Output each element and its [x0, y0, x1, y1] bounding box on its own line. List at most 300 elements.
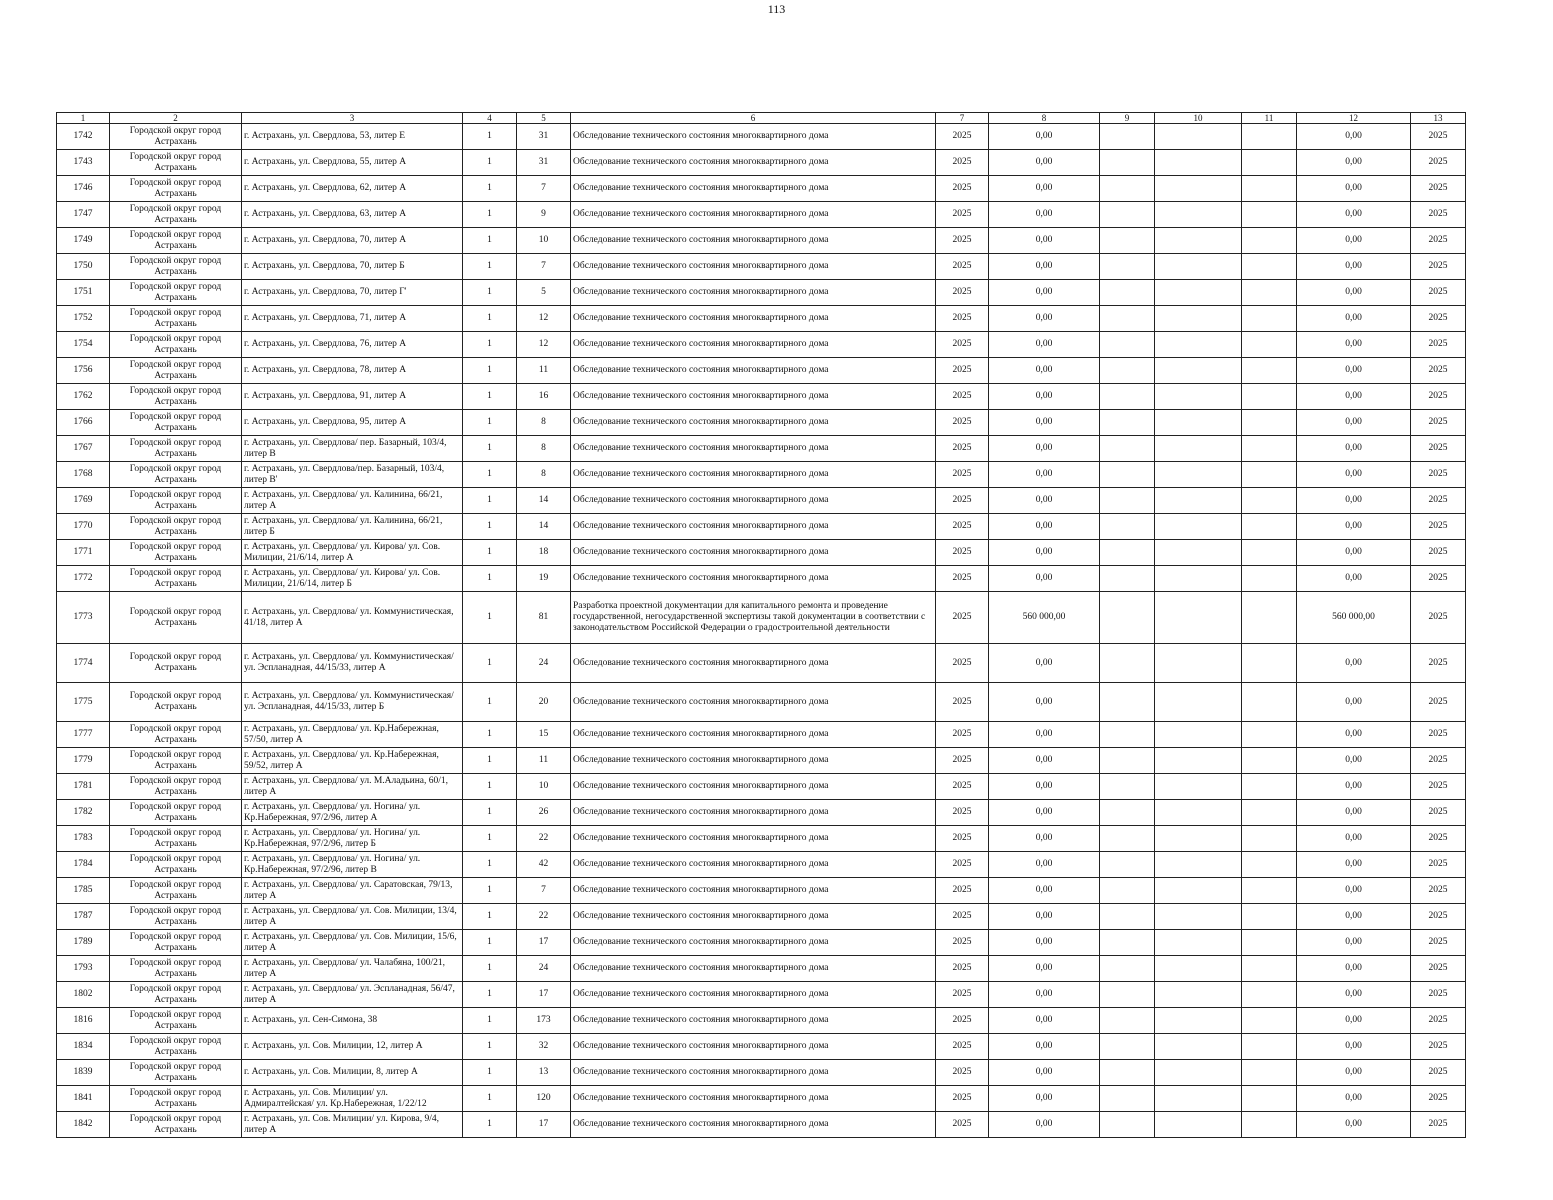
col5-cell: 15 [517, 722, 571, 748]
column-header: 13 [1411, 113, 1466, 124]
address-cell: г. Астрахань, ул. Свердлова/пер. Базарный, 103/4, литер В' [242, 462, 463, 488]
municipality-cell: Городской округ город Астрахань [110, 774, 242, 800]
municipality-cell: Городской округ город Астрахань [110, 930, 242, 956]
municipality-cell: Городской округ город Астрахань [110, 878, 242, 904]
work-type-cell: Обследование технического состояния многоквартирного дома [571, 410, 936, 436]
col5-cell: 120 [517, 1086, 571, 1112]
row-number: 1752 [57, 306, 110, 332]
address-cell: г. Астрахань, ул. Свердлова/ ул. Коммунистическая/ ул. Эспланадная, 44/15/33, литер А [242, 644, 463, 683]
address-cell: г. Астрахань, ул. Свердлова/ ул. Кирова/ ул. Сов. Милиции, 21/6/14, литер А [242, 540, 463, 566]
col12-cost-cell: 0,00 [1297, 176, 1411, 202]
col5-cell: 31 [517, 150, 571, 176]
col11-cell [1242, 410, 1297, 436]
col4-cell: 1 [463, 683, 517, 722]
col11-cell [1242, 722, 1297, 748]
col5-cell: 8 [517, 436, 571, 462]
col9-cell [1100, 1086, 1155, 1112]
col9-cell [1100, 410, 1155, 436]
col10-cell [1155, 358, 1242, 384]
year-cell: 2025 [936, 176, 989, 202]
col5-cell: 7 [517, 254, 571, 280]
work-type-cell: Обследование технического состояния многоквартирного дома [571, 644, 936, 683]
col9-cell [1100, 826, 1155, 852]
col11-cell [1242, 644, 1297, 683]
col9-cell [1100, 748, 1155, 774]
table-row [57, 852, 1466, 878]
col10-cell [1155, 332, 1242, 358]
column-header: 2 [110, 113, 242, 124]
col4-cell: 1 [463, 488, 517, 514]
col13-year-cell: 2025 [1411, 202, 1466, 228]
col9-cell [1100, 566, 1155, 592]
col12-cost-cell: 0,00 [1297, 1008, 1411, 1034]
col11-cell [1242, 1008, 1297, 1034]
col4-cell: 1 [463, 956, 517, 982]
col13-year-cell: 2025 [1411, 488, 1466, 514]
work-type-cell: Обследование технического состояния многоквартирного дома [571, 228, 936, 254]
col5-cell: 18 [517, 540, 571, 566]
col11-cell [1242, 930, 1297, 956]
col12-cost-cell: 0,00 [1297, 202, 1411, 228]
work-type-cell: Обследование технического состояния многоквартирного дома [571, 1008, 936, 1034]
total-cost-cell: 0,00 [989, 1060, 1100, 1086]
col4-cell: 1 [463, 1112, 517, 1138]
col5-cell: 8 [517, 410, 571, 436]
year-cell: 2025 [936, 683, 989, 722]
col9-cell [1100, 1112, 1155, 1138]
address-cell: г. Астрахань, ул. Свердлова/ ул. Кр.Набережная, 57/50, литер А [242, 722, 463, 748]
col10-cell [1155, 254, 1242, 280]
col12-cost-cell: 0,00 [1297, 436, 1411, 462]
col13-year-cell: 2025 [1411, 410, 1466, 436]
work-type-cell: Обследование технического состояния многоквартирного дома [571, 488, 936, 514]
municipality-cell: Городской округ город Астрахань [110, 384, 242, 410]
year-cell: 2025 [936, 1060, 989, 1086]
total-cost-cell: 0,00 [989, 410, 1100, 436]
col11-cell [1242, 774, 1297, 800]
page-number: 113 [767, 2, 786, 16]
year-cell: 2025 [936, 332, 989, 358]
col9-cell [1100, 514, 1155, 540]
col12-cost-cell: 0,00 [1297, 1112, 1411, 1138]
col11-cell [1242, 514, 1297, 540]
address-cell: г. Астрахань, ул. Свердлова, 76, литер А [242, 332, 463, 358]
municipality-cell: Городской округ город Астрахань [110, 904, 242, 930]
municipality-cell: Городской округ город Астрахань [110, 488, 242, 514]
col13-year-cell: 2025 [1411, 514, 1466, 540]
col9-cell [1100, 488, 1155, 514]
address-cell: г. Астрахань, ул. Свердлова/ ул. Коммунистическая, 41/18, литер А [242, 592, 463, 644]
row-number: 1772 [57, 566, 110, 592]
year-cell: 2025 [936, 774, 989, 800]
col4-cell: 1 [463, 358, 517, 384]
row-number: 1756 [57, 358, 110, 384]
col5-cell: 173 [517, 1008, 571, 1034]
address-cell: г. Астрахань, ул. Сов. Милиции/ ул. Адмиралтейская/ ул. Кр.Набережная, 1/22/12 [242, 1086, 463, 1112]
col9-cell [1100, 124, 1155, 150]
col4-cell: 1 [463, 878, 517, 904]
col13-year-cell: 2025 [1411, 306, 1466, 332]
address-cell: г. Астрахань, ул. Сов. Милиции, 12, литер А [242, 1034, 463, 1060]
table-row [57, 1034, 1466, 1060]
work-type-cell: Обследование технического состояния многоквартирного дома [571, 306, 936, 332]
col12-cost-cell: 0,00 [1297, 254, 1411, 280]
col12-cost-cell: 0,00 [1297, 410, 1411, 436]
col10-cell [1155, 384, 1242, 410]
col5-cell: 17 [517, 1112, 571, 1138]
col12-cost-cell: 0,00 [1297, 722, 1411, 748]
total-cost-cell: 0,00 [989, 1034, 1100, 1060]
municipality-cell: Городской округ город Астрахань [110, 826, 242, 852]
col11-cell [1242, 1034, 1297, 1060]
col11-cell [1242, 540, 1297, 566]
row-number: 1816 [57, 1008, 110, 1034]
total-cost-cell: 0,00 [989, 384, 1100, 410]
year-cell: 2025 [936, 150, 989, 176]
col11-cell [1242, 852, 1297, 878]
col13-year-cell: 2025 [1411, 1060, 1466, 1086]
year-cell: 2025 [936, 1008, 989, 1034]
col4-cell: 1 [463, 592, 517, 644]
col4-cell: 1 [463, 306, 517, 332]
year-cell: 2025 [936, 644, 989, 683]
column-header: 3 [242, 113, 463, 124]
col5-cell: 31 [517, 124, 571, 150]
municipality-cell: Городской округ город Астрахань [110, 358, 242, 384]
col10-cell [1155, 904, 1242, 930]
municipality-cell: Городской округ город Астрахань [110, 202, 242, 228]
col13-year-cell: 2025 [1411, 280, 1466, 306]
col10-cell [1155, 722, 1242, 748]
total-cost-cell: 0,00 [989, 904, 1100, 930]
year-cell: 2025 [936, 514, 989, 540]
col5-cell: 19 [517, 566, 571, 592]
table-row [57, 956, 1466, 982]
municipality-cell: Городской округ город Астрахань [110, 280, 242, 306]
col4-cell: 1 [463, 150, 517, 176]
total-cost-cell: 0,00 [989, 566, 1100, 592]
col9-cell [1100, 384, 1155, 410]
total-cost-cell: 0,00 [989, 683, 1100, 722]
col9-cell [1100, 150, 1155, 176]
col4-cell: 1 [463, 176, 517, 202]
col4-cell: 1 [463, 1060, 517, 1086]
col11-cell [1242, 124, 1297, 150]
year-cell: 2025 [936, 566, 989, 592]
header-row [57, 113, 1466, 124]
col13-year-cell: 2025 [1411, 1086, 1466, 1112]
col9-cell [1100, 1060, 1155, 1086]
col9-cell [1100, 904, 1155, 930]
row-number: 1749 [57, 228, 110, 254]
address-cell: г. Астрахань, ул. Свердлова/ ул. М.Аладьина, 60/1, литер А [242, 774, 463, 800]
col12-cost-cell: 0,00 [1297, 514, 1411, 540]
table-row [57, 306, 1466, 332]
col4-cell: 1 [463, 722, 517, 748]
col5-cell: 17 [517, 982, 571, 1008]
address-cell: г. Астрахань, ул. Свердлова/ ул. Коммунистическая/ ул. Эспланадная, 44/15/33, литер Б [242, 683, 463, 722]
year-cell: 2025 [936, 384, 989, 410]
work-type-cell: Обследование технического состояния многоквартирного дома [571, 436, 936, 462]
col9-cell [1100, 852, 1155, 878]
col13-year-cell: 2025 [1411, 228, 1466, 254]
total-cost-cell: 0,00 [989, 150, 1100, 176]
col4-cell: 1 [463, 800, 517, 826]
column-header: 5 [517, 113, 571, 124]
col12-cost-cell: 0,00 [1297, 800, 1411, 826]
total-cost-cell: 0,00 [989, 956, 1100, 982]
table-row [57, 176, 1466, 202]
housing-repair-table [56, 112, 1466, 1138]
col5-cell: 22 [517, 826, 571, 852]
row-number: 1787 [57, 904, 110, 930]
col11-cell [1242, 150, 1297, 176]
col13-year-cell: 2025 [1411, 748, 1466, 774]
col4-cell: 1 [463, 228, 517, 254]
col4-cell: 1 [463, 904, 517, 930]
table-row [57, 358, 1466, 384]
col4-cell: 1 [463, 982, 517, 1008]
column-header: 12 [1297, 113, 1411, 124]
col12-cost-cell: 0,00 [1297, 540, 1411, 566]
col12-cost-cell: 0,00 [1297, 1086, 1411, 1112]
year-cell: 2025 [936, 800, 989, 826]
total-cost-cell: 0,00 [989, 982, 1100, 1008]
column-header: 6 [571, 113, 936, 124]
row-number: 1767 [57, 436, 110, 462]
col5-cell: 12 [517, 306, 571, 332]
municipality-cell: Городской округ город Астрахань [110, 982, 242, 1008]
total-cost-cell: 0,00 [989, 1112, 1100, 1138]
address-cell: г. Астрахань, ул. Сов. Милиции/ ул. Кирова, 9/4, литер А [242, 1112, 463, 1138]
year-cell: 2025 [936, 488, 989, 514]
address-cell: г. Астрахань, ул. Свердлова, 70, литер А [242, 228, 463, 254]
row-number: 1802 [57, 982, 110, 1008]
col9-cell [1100, 774, 1155, 800]
total-cost-cell: 0,00 [989, 124, 1100, 150]
municipality-cell: Городской округ город Астрахань [110, 332, 242, 358]
col13-year-cell: 2025 [1411, 683, 1466, 722]
address-cell: г. Астрахань, ул. Свердлова/ пер. Базарный, 103/4, литер В [242, 436, 463, 462]
table-row [57, 150, 1466, 176]
total-cost-cell: 0,00 [989, 228, 1100, 254]
year-cell: 2025 [936, 306, 989, 332]
col13-year-cell: 2025 [1411, 176, 1466, 202]
year-cell: 2025 [936, 358, 989, 384]
total-cost-cell: 0,00 [989, 800, 1100, 826]
col5-cell: 8 [517, 462, 571, 488]
municipality-cell: Городской округ город Астрахань [110, 1086, 242, 1112]
address-cell: г. Астрахань, ул. Сов. Милиции, 8, литер А [242, 1060, 463, 1086]
col10-cell [1155, 1060, 1242, 1086]
table-row [57, 774, 1466, 800]
col12-cost-cell: 0,00 [1297, 1060, 1411, 1086]
col10-cell [1155, 488, 1242, 514]
col12-cost-cell: 0,00 [1297, 228, 1411, 254]
work-type-cell: Обследование технического состояния многоквартирного дома [571, 800, 936, 826]
year-cell: 2025 [936, 228, 989, 254]
work-type-cell: Обследование технического состояния многоквартирного дома [571, 826, 936, 852]
col5-cell: 11 [517, 748, 571, 774]
work-type-cell: Обследование технического состояния многоквартирного дома [571, 982, 936, 1008]
work-type-cell: Обследование технического состояния многоквартирного дома [571, 878, 936, 904]
table-row [57, 384, 1466, 410]
col12-cost-cell: 0,00 [1297, 826, 1411, 852]
work-type-cell: Обследование технического состояния многоквартирного дома [571, 1060, 936, 1086]
col13-year-cell: 2025 [1411, 1112, 1466, 1138]
address-cell: г. Астрахань, ул. Свердлова, 53, литер Е [242, 124, 463, 150]
col13-year-cell: 2025 [1411, 956, 1466, 982]
col11-cell [1242, 982, 1297, 1008]
col10-cell [1155, 540, 1242, 566]
row-number: 1841 [57, 1086, 110, 1112]
address-cell: г. Астрахань, ул. Свердлова/ ул. Кирова/ ул. Сов. Милиции, 21/6/14, литер Б [242, 566, 463, 592]
col10-cell [1155, 306, 1242, 332]
col5-cell: 16 [517, 384, 571, 410]
municipality-cell: Городской округ город Астрахань [110, 644, 242, 683]
col4-cell: 1 [463, 436, 517, 462]
row-number: 1766 [57, 410, 110, 436]
col11-cell [1242, 202, 1297, 228]
work-type-cell: Обследование технического состояния многоквартирного дома [571, 176, 936, 202]
year-cell: 2025 [936, 852, 989, 878]
col12-cost-cell: 0,00 [1297, 956, 1411, 982]
col12-cost-cell: 0,00 [1297, 332, 1411, 358]
col12-cost-cell: 0,00 [1297, 774, 1411, 800]
total-cost-cell: 0,00 [989, 306, 1100, 332]
table-row [57, 1112, 1466, 1138]
table-row [57, 1060, 1466, 1086]
table-row [57, 124, 1466, 150]
year-cell: 2025 [936, 1034, 989, 1060]
col11-cell [1242, 1060, 1297, 1086]
col9-cell [1100, 280, 1155, 306]
address-cell: г. Астрахань, ул. Свердлова/ ул. Калинина, 66/21, литер Б [242, 514, 463, 540]
col10-cell [1155, 176, 1242, 202]
municipality-cell: Городской округ город Астрахань [110, 254, 242, 280]
col12-cost-cell: 0,00 [1297, 683, 1411, 722]
municipality-cell: Городской округ город Астрахань [110, 228, 242, 254]
col12-cost-cell: 0,00 [1297, 748, 1411, 774]
total-cost-cell: 0,00 [989, 1008, 1100, 1034]
municipality-cell: Городской округ город Астрахань [110, 1060, 242, 1086]
total-cost-cell: 0,00 [989, 774, 1100, 800]
col13-year-cell: 2025 [1411, 436, 1466, 462]
col9-cell [1100, 436, 1155, 462]
year-cell: 2025 [936, 592, 989, 644]
table-row [57, 202, 1466, 228]
work-type-cell: Обследование технического состояния многоквартирного дома [571, 124, 936, 150]
municipality-cell: Городской округ город Астрахань [110, 1008, 242, 1034]
year-cell: 2025 [936, 722, 989, 748]
col4-cell: 1 [463, 410, 517, 436]
col11-cell [1242, 280, 1297, 306]
year-cell: 2025 [936, 826, 989, 852]
column-header: 7 [936, 113, 989, 124]
municipality-cell: Городской округ город Астрахань [110, 540, 242, 566]
total-cost-cell: 560 000,00 [989, 592, 1100, 644]
row-number: 1834 [57, 1034, 110, 1060]
table-row [57, 930, 1466, 956]
address-cell: г. Астрахань, ул. Свердлова, 78, литер А [242, 358, 463, 384]
col4-cell: 1 [463, 202, 517, 228]
table-row [57, 592, 1466, 644]
col12-cost-cell: 0,00 [1297, 904, 1411, 930]
table-row [57, 332, 1466, 358]
total-cost-cell: 0,00 [989, 826, 1100, 852]
col4-cell: 1 [463, 280, 517, 306]
col13-year-cell: 2025 [1411, 332, 1466, 358]
total-cost-cell: 0,00 [989, 930, 1100, 956]
col12-cost-cell: 0,00 [1297, 124, 1411, 150]
row-number: 1775 [57, 683, 110, 722]
row-number: 1768 [57, 462, 110, 488]
col12-cost-cell: 0,00 [1297, 1034, 1411, 1060]
year-cell: 2025 [936, 1086, 989, 1112]
col9-cell [1100, 722, 1155, 748]
col11-cell [1242, 748, 1297, 774]
year-cell: 2025 [936, 930, 989, 956]
row-number: 1746 [57, 176, 110, 202]
year-cell: 2025 [936, 202, 989, 228]
work-type-cell: Обследование технического состояния многоквартирного дома [571, 150, 936, 176]
col5-cell: 81 [517, 592, 571, 644]
row-number: 1774 [57, 644, 110, 683]
col13-year-cell: 2025 [1411, 826, 1466, 852]
municipality-cell: Городской округ город Астрахань [110, 462, 242, 488]
col4-cell: 1 [463, 566, 517, 592]
row-number: 1762 [57, 384, 110, 410]
col9-cell [1100, 176, 1155, 202]
col13-year-cell: 2025 [1411, 358, 1466, 384]
work-type-cell: Обследование технического состояния многоквартирного дома [571, 930, 936, 956]
col10-cell [1155, 683, 1242, 722]
column-header: 10 [1155, 113, 1242, 124]
col13-year-cell: 2025 [1411, 540, 1466, 566]
row-number: 1769 [57, 488, 110, 514]
municipality-cell: Городской округ город Астрахань [110, 150, 242, 176]
col10-cell [1155, 982, 1242, 1008]
col10-cell [1155, 1086, 1242, 1112]
address-cell: г. Астрахань, ул. Сен-Симона, 38 [242, 1008, 463, 1034]
row-number: 1782 [57, 800, 110, 826]
col13-year-cell: 2025 [1411, 982, 1466, 1008]
col11-cell [1242, 826, 1297, 852]
col4-cell: 1 [463, 1086, 517, 1112]
col9-cell [1100, 683, 1155, 722]
col13-year-cell: 2025 [1411, 1034, 1466, 1060]
col5-cell: 9 [517, 202, 571, 228]
col13-year-cell: 2025 [1411, 566, 1466, 592]
col9-cell [1100, 956, 1155, 982]
year-cell: 2025 [936, 254, 989, 280]
address-cell: г. Астрахань, ул. Свердлова, 62, литер А [242, 176, 463, 202]
total-cost-cell: 0,00 [989, 852, 1100, 878]
col11-cell [1242, 1112, 1297, 1138]
row-number: 1770 [57, 514, 110, 540]
col10-cell [1155, 228, 1242, 254]
row-number: 1785 [57, 878, 110, 904]
col5-cell: 14 [517, 514, 571, 540]
col10-cell [1155, 566, 1242, 592]
col12-cost-cell: 0,00 [1297, 488, 1411, 514]
row-number: 1779 [57, 748, 110, 774]
municipality-cell: Городской округ город Астрахань [110, 124, 242, 150]
table-row [57, 254, 1466, 280]
col10-cell [1155, 462, 1242, 488]
col11-cell [1242, 358, 1297, 384]
work-type-cell: Обследование технического состояния многоквартирного дома [571, 748, 936, 774]
